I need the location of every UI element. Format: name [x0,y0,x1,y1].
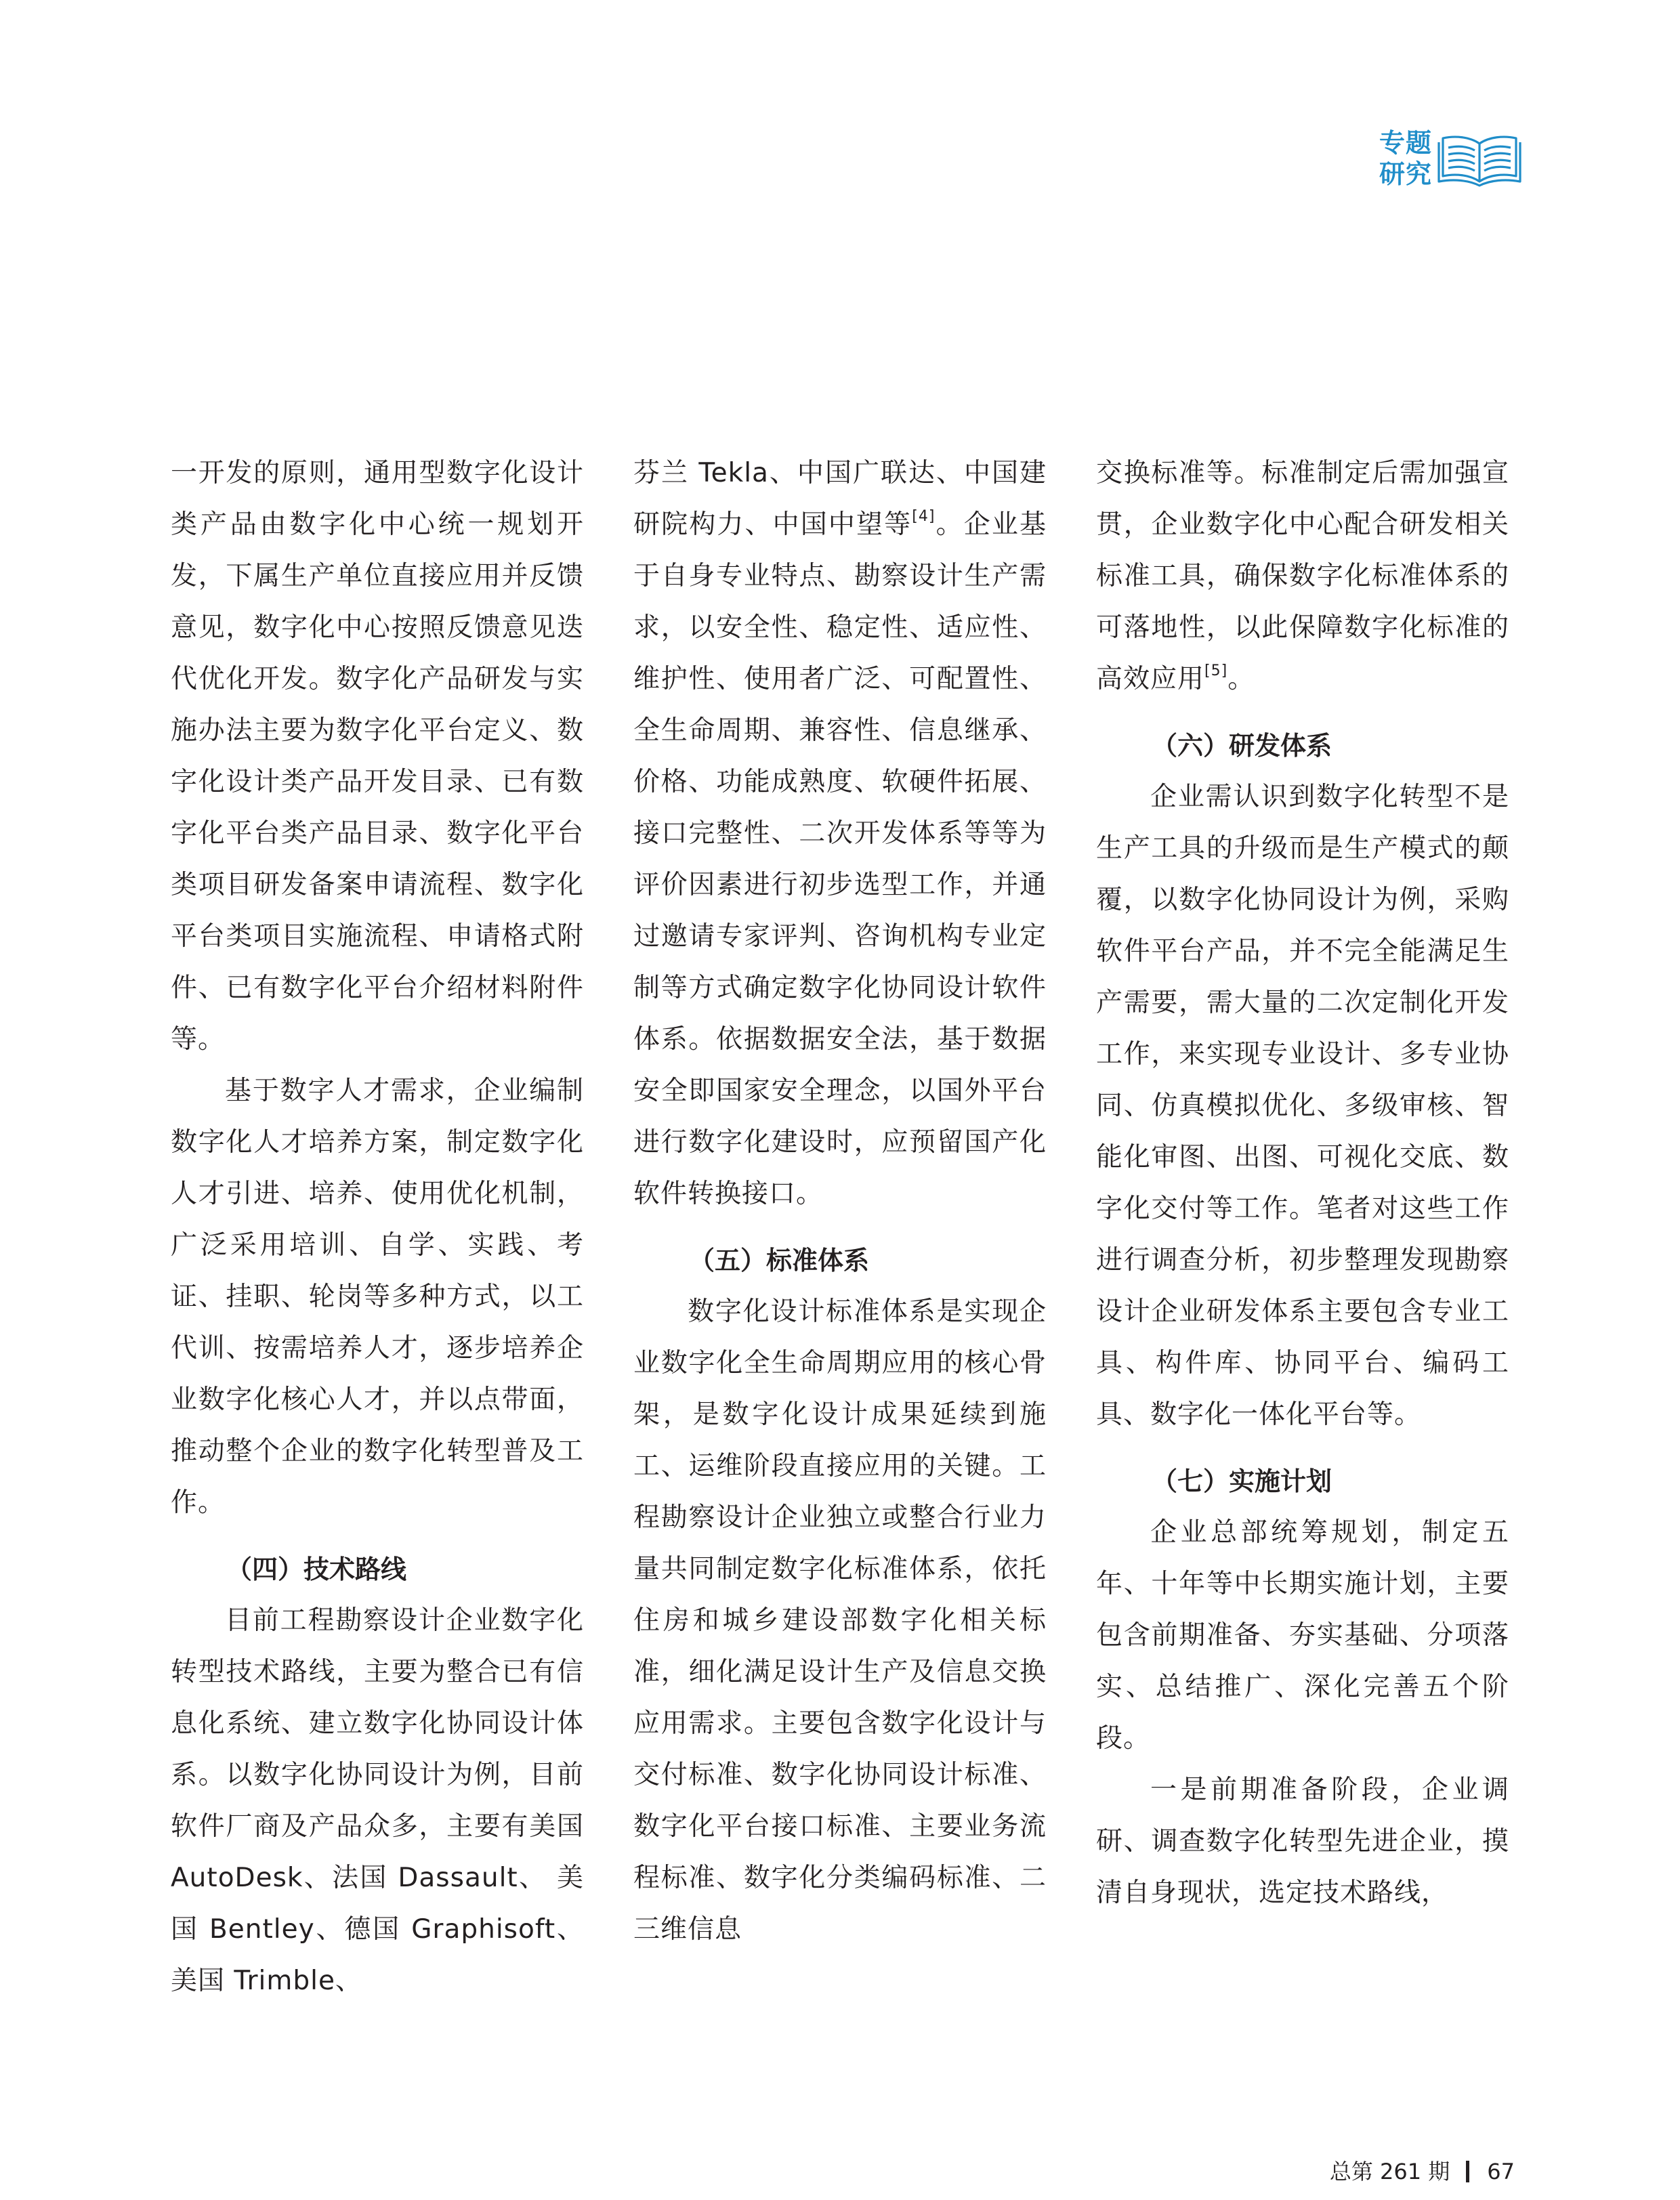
citation-ref: [4] [912,508,936,525]
paragraph-text: 。企业基于自身专业特点、勘察设计生产需求，以安全性、稳定性、适应性、维护性、使用者广泛、可配置性、全生命周期、兼容性、信息继承、价格、功能成熟度、软硬件拓展、接口完整性、二次开发体系等等为评价因素进行初步选型工作，并通过邀请专家评判、咨询机构专业定制等方式确定数字化协同设计软件体系。依据数据安全法，基于数据安全即国家安全理念，以国外平台进行数字化建设时，应预留国产化软件转换接口。 [633,509,1047,1209]
section-tag-line1: 专题 [1379,128,1433,158]
text-column-1 [171,448,584,2007]
paragraph [1096,448,1509,705]
section-tag-label [1379,127,1440,190]
paragraph: 数字化设计标准体系是实现企业数字化全生命周期应用的核心骨架，是数字化设计成果延续到施工、运维阶段直接应用的关键。工程勘察设计企业独立或整合行业力量共同制定数字化标准体系，依托住房和城乡建设部数字化相关标准，细化满足设计生产及信息交换应用需求。主要包含数字化设计与交付标准、数字化协同设计标准、数字化平台接口标准、主要业务流程标准、数字化分类编码标准、二三维信息 [633,1296,1047,1945]
section-heading-implementation: （七）实施计划 [1152,1466,1332,1496]
open-book-icon [1436,131,1523,188]
paragraph: 基于数字人才需求，企业编制数字化人才培养方案，制定数字化人才引进、培养、使用优化机制，广泛采用培训、自学、实践、考证、挂职、轮岗等多种方式，以工代训、按需培养人才，逐步培养企业数字化核心人才，并以点带面，推动整个企业的数字化转型普及工作。 [171,1076,584,1518]
paragraph [633,448,1047,1220]
issue-number: 总第 261 期 [1329,2159,1450,2184]
paragraph-text: 交换标准等。标准制定后需加强宣贯，企业数字化中心配合研发相关标准工具，确保数字化标准体系的可落地性，以此保障数字化标准的高效应用 [1096,458,1509,694]
paragraph: 企业总部统筹规划，制定五年、十年等中长期实施计划，主要包含前期准备、夯实基础、分项落实、总结推广、深化完善五个阶段。 [1096,1517,1509,1754]
citation-ref: [5] [1204,662,1228,679]
text-column-3 [1096,448,1509,1919]
paragraph: 一开发的原则，通用型数字化设计类产品由数字化中心统一规划开发，下属生产单位直接应用并反馈意见，数字化中心按照反馈意见迭代优化开发。数字化产品研发与实施办法主要为数字化平台定义、数字化设计类产品开发目录、已有数字化平台类产品目录、数字化平台类项目研发备案申请流程、数字化平台类项目实施流程、申请格式附件、已有数字化平台介绍材料附件等。 [171,458,584,1055]
paragraph-text: 芬兰 Tekla、中国广联达、中国建研院构力、中国中望等 [633,458,1047,540]
section-heading-rd-system: （六）研发体系 [1152,731,1332,761]
section-heading-standards: （五）标准体系 [689,1246,870,1275]
paragraph: 一是前期准备阶段，企业调研、调查数字化转型先进企业，摸清自身现状，选定技术路线， [1096,1775,1509,1908]
page-footer [1330,2158,1515,2185]
section-tag-line2: 研究 [1379,159,1433,189]
paragraph-text: 。 [1227,664,1255,694]
footer-divider [1466,2161,1469,2182]
paragraph: 企业需认识到数字化转型不是生产工具的升级而是生产模式的颠覆，以数字化协同设计为例，采购软件平台产品，并不完全能满足生产需要，需大量的二次定制化开发工作，来实现专业设计、多专业协同、仿真模拟优化、多级审核、智能化审图、出图、可视化交底、数字化交付等工作。笔者对这些工作进行调查分析，初步整理发现勘察设计企业研发体系主要包含专业工具、构件库、协同平台、编码工具、数字化一体化平台等。 [1096,782,1509,1430]
section-heading-tech-route: （四）技术路线 [226,1554,407,1584]
page-number: 67 [1487,2159,1515,2184]
text-column-2 [633,448,1047,1955]
section-tag [1379,127,1523,190]
paragraph: 目前工程勘察设计企业数字化转型技术路线，主要为整合已有信息化系统、建立数字化协同设计体系。以数字化协同设计为例，目前软件厂商及产品众多，主要有美国 AutoDesk、法国 Dassault、 美 国 Bentley、德国 Graphisoft、美国 Trimble、 [171,1605,584,1996]
